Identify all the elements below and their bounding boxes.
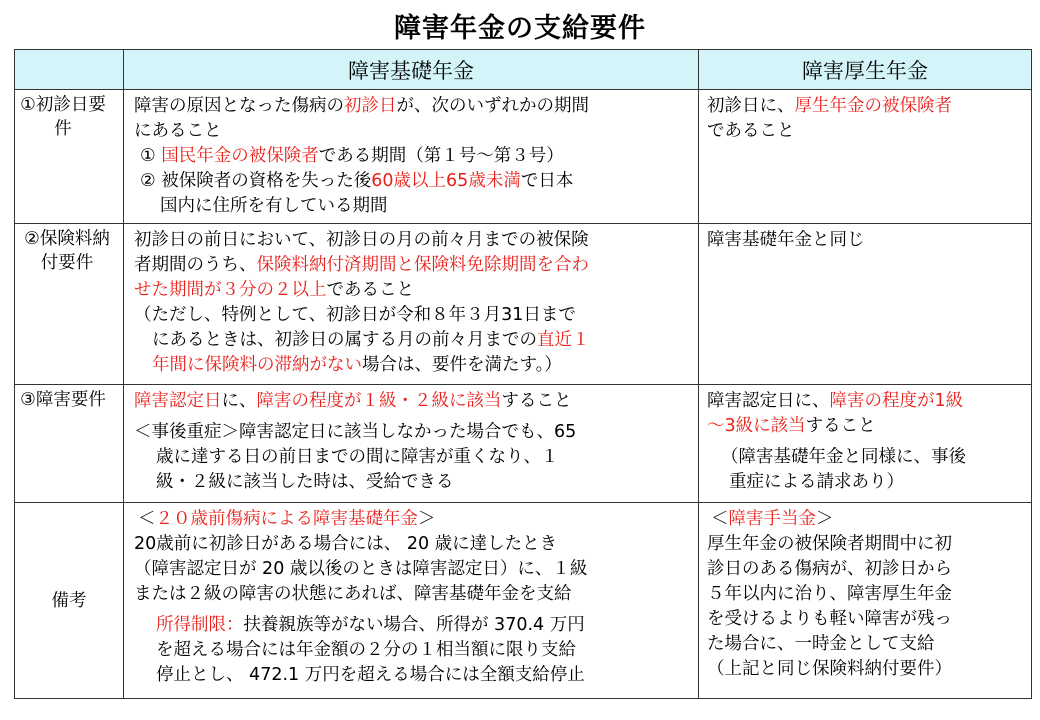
header-basic-pension: 障害基礎年金 xyxy=(124,50,699,90)
text-line: （上記と同じ保険料納付要件） xyxy=(707,659,952,679)
text-line: 障害認定日に、障害の程度が１級・２級に該当すること xyxy=(134,391,572,411)
text-line: 初診日の前日において、初診日の月の前々月までの被保険 xyxy=(134,230,589,250)
text-line: 停止とし、 472.1 万円を超える場合には全額支給停止 xyxy=(156,665,585,685)
cell-basic-notes xyxy=(124,503,699,699)
text-line: にあること xyxy=(134,121,222,141)
header-welfare-pension: 障害厚生年金 xyxy=(699,50,1032,90)
cell-welfare-initial-visit xyxy=(699,90,1032,224)
text-line: 国内に住所を有している期間 xyxy=(160,196,388,216)
text-line: であること xyxy=(707,121,795,141)
text-line: ① 国民年金の被保険者である期間（第１号～第３号） xyxy=(140,146,564,166)
cell-welfare-premium-payment xyxy=(699,224,1032,385)
text-line: ＜２０歳前傷病による障害基礎年金＞ xyxy=(138,509,436,529)
text-line: 者期間のうち、保険料納付済期間と保険料免除期間を合わ xyxy=(134,255,589,275)
text-line: または２級の障害の状態にあれば、障害基礎年金を支給 xyxy=(134,584,572,604)
cell-basic-disability xyxy=(124,385,699,503)
text-line: 障害の原因となった傷病の初診日が、次のいずれかの期間 xyxy=(134,96,589,116)
row-label-premium-payment: ②保険料納付要件 xyxy=(15,224,124,385)
text-line: ５年以内に治り、障害厚生年金 xyxy=(707,584,952,604)
requirements-table xyxy=(14,49,1032,699)
text-line: 重症による請求あり） xyxy=(729,472,904,492)
text-line: 障害基礎年金と同じ xyxy=(707,230,865,250)
text-line: （ただし、特例として、初診日が令和８年３月31日まで xyxy=(134,305,576,325)
header-empty-cell xyxy=(15,50,124,90)
text-line: 診日のある傷病が、初診日から xyxy=(707,559,952,579)
table-row xyxy=(15,385,1032,503)
text-line: 障害認定日に、障害の程度が1級 xyxy=(707,391,964,411)
text-line: （障害認定日が 20 歳以後のときは障害認定日）に、１級 xyxy=(134,559,588,579)
text-line: 級・２級に該当した時は、受給できる xyxy=(156,472,454,492)
text-line: を超える場合には年金額の２分の１相当額に限り支給 xyxy=(156,640,576,660)
text-line: 年間に保険料の滞納がない場合は、要件を満たす。） xyxy=(152,355,562,375)
row-label-notes: 備考 xyxy=(15,503,124,699)
text-line: 20歳前に初診日がある場合には、 20 歳に達したとき xyxy=(134,534,558,554)
header-row xyxy=(15,50,1032,90)
cell-welfare-notes xyxy=(699,503,1032,699)
text-line: た場合に、一時金として支給 xyxy=(707,634,935,654)
text-line: 厚生年金の被保険者期間中に初 xyxy=(707,534,952,554)
table-row xyxy=(15,90,1032,224)
page-title: 障害年金の支給要件 xyxy=(394,13,646,44)
text-line: 初診日に、厚生年金の被保険者 xyxy=(707,96,952,116)
text-line: ～3級に該当すること xyxy=(707,416,876,436)
cell-basic-initial-visit xyxy=(124,90,699,224)
table-row xyxy=(15,224,1032,385)
table-row xyxy=(15,503,1032,699)
cell-basic-premium-payment xyxy=(124,224,699,385)
text-line: 所得制限：扶養親族等がない場合、所得が 370.4 万円 xyxy=(156,615,585,635)
text-line: （障害基礎年金と同様に、事後 xyxy=(721,447,966,467)
text-line: 歳に達する日の前日までの間に障害が重くなり、１ xyxy=(156,447,559,467)
text-line: を受けるよりも軽い障害が残っ xyxy=(707,609,952,629)
row-label-initial-visit: ①初診日要件 xyxy=(15,90,124,224)
text-line: ＜事後重症＞障害認定日に該当しなかった場合でも、65 xyxy=(134,422,577,442)
text-line: ② 被保険者の資格を失った後60歳以上65歳未満で日本 xyxy=(140,171,574,191)
text-line: ＜障害手当金＞ xyxy=(711,509,834,529)
row-label-disability: ③障害要件 xyxy=(15,385,124,503)
text-line: にあるときは、初診日の属する月の前々月までの直近１ xyxy=(152,330,590,350)
cell-welfare-disability xyxy=(699,385,1032,503)
text-line: せた期間が３分の２以上であること xyxy=(134,280,414,300)
